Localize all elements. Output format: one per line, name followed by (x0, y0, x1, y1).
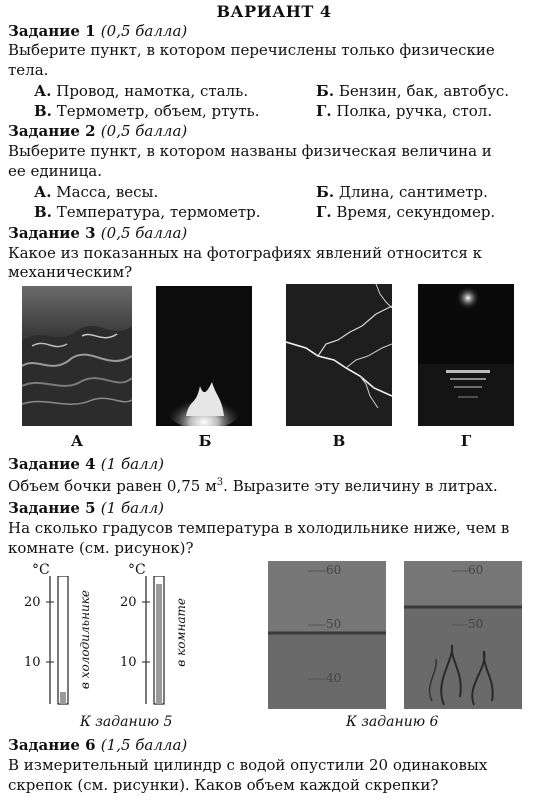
task2-option-b[interactable]: Б. Длина, сантиметр. (316, 183, 488, 201)
task3-header (8, 224, 187, 242)
task6-question-line1: В измерительный цилиндр с водой опустили 20 одинаковых (8, 756, 488, 774)
therm2-unit: °C (128, 562, 146, 578)
cyl1-mark-60: 60 (326, 563, 342, 577)
photo-g-moon-water[interactable] (418, 284, 514, 426)
therm2-tick-20: 20 (120, 595, 137, 610)
task5-points: (1 балл) (100, 499, 165, 517)
task2-option-v[interactable]: В. Температура, термометр. (34, 203, 261, 221)
photo-v-lightning[interactable] (286, 284, 392, 426)
task6-points: (1,5 балла) (100, 736, 188, 754)
task6-title: Задание 6 (8, 736, 96, 754)
task4-question: Объем бочки равен 0,75 $м^3$. Выразите эту величину в литрах. (8, 477, 498, 495)
task3-points: (0,5 балла) (100, 224, 188, 242)
variant-title: ВАРИАНТ 4 (216, 2, 332, 21)
photo-a-label: А (70, 432, 84, 450)
therm2-caption: в комнате (174, 598, 188, 667)
task5-header (8, 499, 164, 517)
cyl2-mark-60: 60 (468, 563, 484, 577)
task2-title: Задание 2 (8, 122, 96, 140)
photo-v-label: В (332, 432, 346, 450)
storm-sea-image (22, 286, 132, 426)
therm1-tick-10: 10 (24, 655, 41, 670)
therm2-scale (140, 576, 176, 706)
cylinder-photo-after[interactable] (404, 561, 522, 709)
task3-title: Задание 3 (8, 224, 96, 242)
therm2-mercury (156, 584, 162, 704)
task4-header (8, 455, 164, 473)
task2-points: (0,5 балла) (100, 122, 188, 140)
task3-question-line2: механическим? (8, 263, 133, 281)
task2-header (8, 122, 187, 140)
task6-header (8, 736, 187, 754)
photo-a-storm-sea[interactable] (22, 286, 132, 426)
fire-image (156, 286, 252, 426)
task5-title: Задание 5 (8, 499, 96, 517)
task2-question-line2: ее единица. (8, 162, 102, 180)
task4-points: (1 балл) (100, 455, 165, 473)
task3-question-line1: Какое из показанных на фотографиях явлений относится к (8, 244, 482, 262)
task1-option-g[interactable]: Г. Полка, ручка, стол. (316, 102, 493, 120)
task1-option-a[interactable]: А. Провод, намотка, сталь. (34, 82, 249, 100)
cyl1-mark-50: 50 (326, 617, 342, 631)
cylinder-photo-before[interactable] (268, 561, 386, 709)
therm1-unit: °C (32, 562, 50, 578)
task1-option-b[interactable]: Б. Бензин, бак, автобус. (316, 82, 510, 100)
lightning-image (286, 284, 392, 426)
task1-title: Задание 1 (8, 22, 96, 40)
task1-question-line1: Выберите пункт, в котором перечислены только физические (8, 41, 495, 59)
task1-header (8, 22, 187, 40)
task6-figure-caption: К заданию 6 (346, 714, 439, 730)
task2-option-g[interactable]: Г. Время, секундомер. (316, 203, 496, 221)
task5-figure-caption: К заданию 5 (80, 714, 173, 730)
therm1-caption: в холодильнике (78, 590, 92, 690)
task2-option-a[interactable]: А. Масса, весы. (34, 183, 159, 201)
task2-question-line1: Выберите пункт, в котором названы физическая величина и (8, 142, 492, 160)
therm1-tick-20: 20 (24, 595, 41, 610)
moon-water-image (418, 284, 514, 426)
task4-title: Задание 4 (8, 455, 96, 473)
task1-question-line2: тела. (8, 61, 49, 79)
cyl2-mark-50: 50 (468, 617, 484, 631)
task5-question-line2: комнате (см. рисунок)? (8, 539, 194, 557)
cyl1-mark-40: 40 (326, 671, 342, 685)
photo-b-label: Б (198, 432, 212, 450)
therm1-mercury (60, 692, 66, 704)
task5-question-line1: На сколько градусов температура в холодильнике ниже, чем в (8, 519, 510, 537)
therm1-scale (44, 576, 80, 706)
task1-points: (0,5 балла) (100, 22, 188, 40)
task6-question-line2: скрепок (см. рисунки). Каков объем каждой скрепки? (8, 776, 439, 794)
therm2-tick-10: 10 (120, 655, 137, 670)
photo-g-label: Г (460, 432, 472, 450)
photo-b-fire[interactable] (156, 286, 252, 426)
task1-option-v[interactable]: В. Термометр, объем, ртуть. (34, 102, 260, 120)
